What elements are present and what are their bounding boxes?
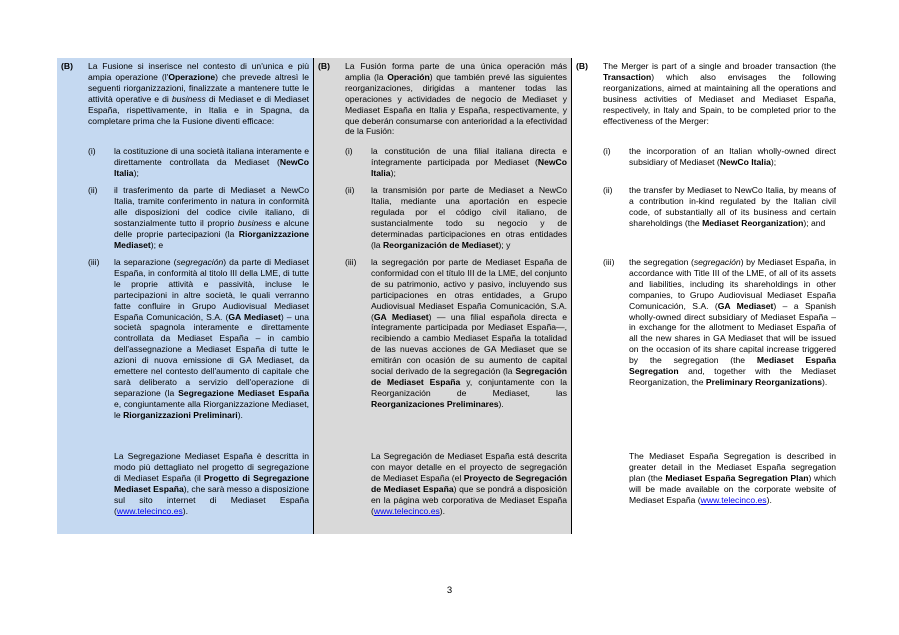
section-label: (B) <box>61 61 73 71</box>
note-paragraph: La Segregazione Mediaset España è descritta in modo più dettagliato nel progetto di segregazione di Mediaset España (il Progetto di Segregazione Mediaset España), che sarà messo a disposizione sul sito internet di Mediaset España (www.telecinco.es). <box>114 451 310 516</box>
list-item: (iii) la separazione (segregación) da parte di Mediaset España, in conformità al titolo III della LME, di tutte le proprie attività e passività, incluse le partecipazioni in altre società, le quali verranno fatte confluire in Grupo Audiovisual Mediaset España Comunicación, S.A. (GA Mediaset) – una società spagnola interamente e direttamente controllata da Mediaset España – in cambio dell'assegnazione a Mediaset España di tutte le azioni di nuova emissione di GA Mediaset, da emettere nel contesto dell'aumento di capitale che sarà deliberato a servizio dell'operazione di separazione (la Segregazione Mediaset España e, congiuntamente alla Riorganizzazione Mediaset, le Riorganizzazioni Preliminari). <box>88 257 309 420</box>
italian-column <box>57 58 313 534</box>
list-item: (i) la constitución de una filial italiana directa e íntegramente participada por Mediaset (NewCo Italia); <box>345 146 567 178</box>
section-label: (B) <box>318 61 330 71</box>
column-divider <box>571 58 572 534</box>
note-paragraph: The Mediaset España Segregation is described in greater detail in the Mediaset España segregation plan (the Mediaset España Segregation Plan) which will be made available on the corporate website of Mediaset España (www.telecinco.es). <box>629 451 836 505</box>
spanish-column <box>314 58 571 534</box>
list-item: (i) the incorporation of an Italian wholly-owned direct subsidiary of Mediaset (NewCo Italia); <box>603 146 836 167</box>
list-item: (iii) the segregation (segregación) by Mediaset España, in accordance with Title III of the LME, of all of its assets and liabilities, including its shareholdings in other companies, to Grupo Audiovisual Mediaset España Comunicación, S.A. (GA Mediaset) – a Spanish wholly-owned direct subsidiary of Mediaset España – in exchange for the allotment to Mediaset España of all the new shares in GA Mediaset that will be issued on the occasion of its share capital increase triggered by the segregation (the Mediaset España Segregation and, together with the Mediaset Reorganization, the Preliminary Reorganizations). <box>603 257 837 387</box>
list-item: (ii) il trasferimento da parte di Mediaset a NewCo Italia, tramite conferimento in natura in conformità alle disposizioni del codice civile italiano, di sostanzialmente tutto il proprio business e alcune delle proprie partecipazioni (la Riorganizzazione Mediaset); e <box>88 185 309 250</box>
intro-paragraph: La Fusione si inserisce nel contesto di un'unica e più ampia operazione (l'Operazione) che prevede altresì le seguenti riorganizzazioni, finalizzate a mantenere tutte le attività operative e di business di Mediaset e di Mediaset España, rispettivamente, in Italia e in Spagna, da completare prima che la Fusione diventi efficace: <box>88 61 309 126</box>
column-divider <box>313 58 314 534</box>
intro-paragraph: The Merger is part of a single and broader transaction (the Transaction) which also envisages the following reorganizations, aimed at maintaining all the operations and business activities of Mediaset and Mediaset España, respectively, in Italy and Spain, to be completed prior to the effectiveness of the Merger: <box>603 61 836 126</box>
list-item: (ii) the transfer by Mediaset to NewCo Italia, by means of a contribution in-kind regulated by the Italian civil code, of substantially all of its business and certain shareholdings (the Mediaset Reorganization); and <box>603 185 836 228</box>
website-link[interactable]: www.telecinco.es <box>116 505 183 516</box>
website-link[interactable]: www.telecinco.es <box>700 494 767 505</box>
intro-paragraph: La Fusión forma parte de una única operación más amplia (la Operación) que también prevé las siguientes reorganizaciones, dirigidas a mantener todas las operaciones y actividades de negocio de Mediaset y Mediaset España en Italia y España, respectivamente, y que deberán consumarse con anterioridad a la efectividad de la Fusión: <box>345 61 567 137</box>
section-label: (B) <box>576 61 588 71</box>
list-item: (ii) la transmisión por parte de Mediaset a NewCo Italia, mediante una aportación en especie regulada por el código civil italiano, de sustancialmente todo su negocio y de determinadas participaciones en otras entidades (la Reorganización de Mediaset); y <box>345 185 567 250</box>
page-number: 3 <box>446 585 453 596</box>
note-paragraph: La Segregación de Mediaset España está descrita con mayor detalle en el proyecto de segregación de Mediaset España (el Proyecto de Segregación de Mediaset España) que se pondrá a disposición en la página web corporativa de Mediaset España (www.telecinco.es). <box>371 451 567 516</box>
english-column <box>572 58 840 534</box>
website-link[interactable]: www.telecinco.es <box>373 505 440 516</box>
list-item: (i) la costituzione di una società italiana interamente e direttamente controllata da Mediaset (NewCo Italia); <box>88 146 309 178</box>
list-item: (iii) la segregación por parte de Mediaset España de conformidad con el título III de la LME, del conjunto de su patrimonio, activo y pasivo, incluyendo sus participaciones en otras entidades, a Grupo Audiovisual Mediaset España Comunicación, S.A. (GA Mediaset) — una filial española directa e íntegramente participada por Mediaset España—, recibiendo a cambio Mediaset España la totalidad de las nuevas acciones de GA Mediaset que se emitirán con ocasión de su aumento de capital social derivado de la segregación (la Segregación de Mediaset España y, conjuntamente con la Reorganización de Mediaset, las Reorganizaciones Preliminares). <box>345 257 567 409</box>
